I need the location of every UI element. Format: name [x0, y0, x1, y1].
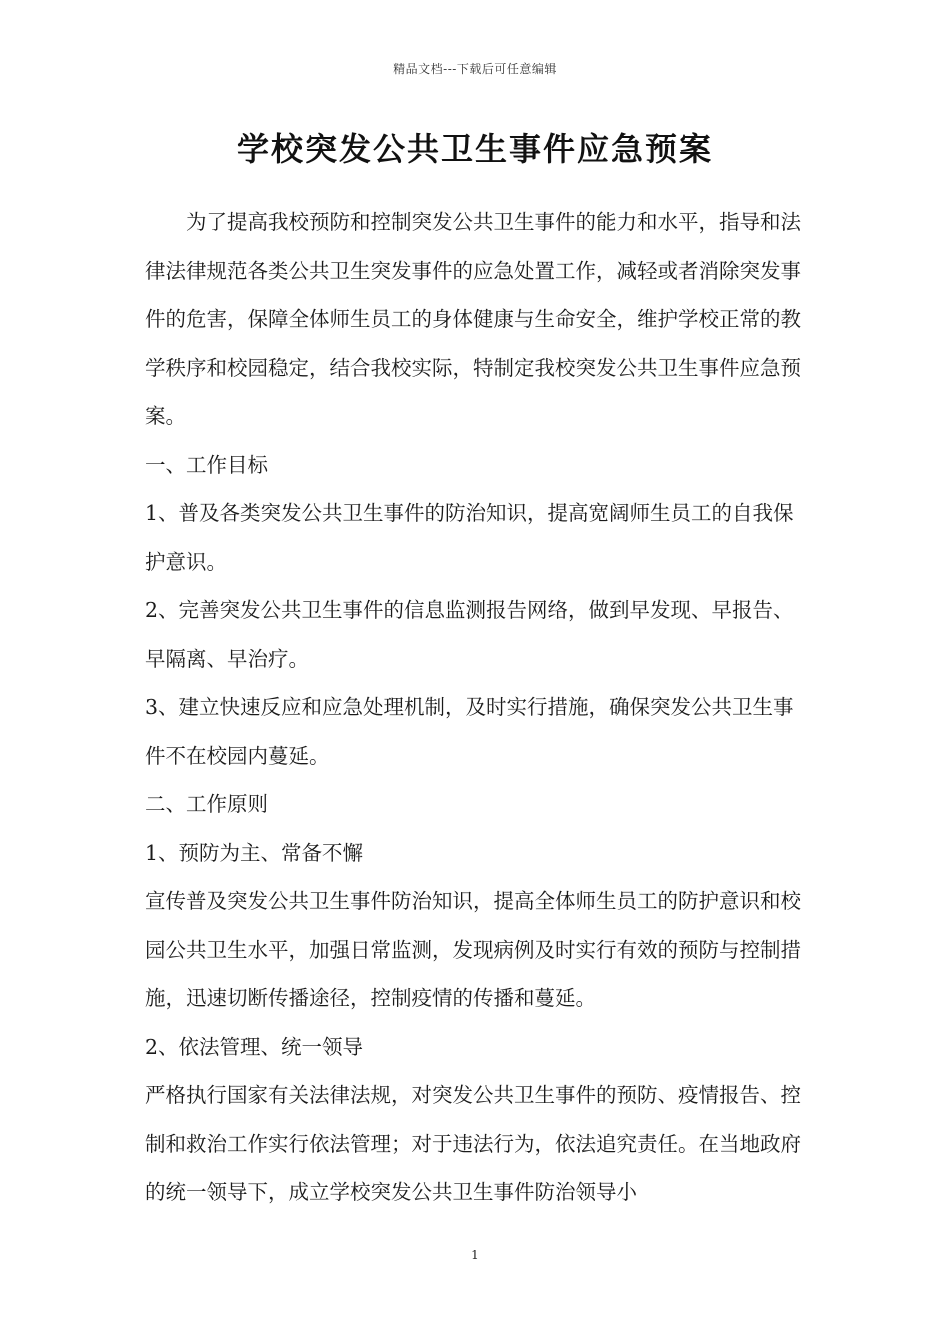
principle-heading-2: 2、依法管理、统一领导	[145, 1034, 364, 1059]
principle-heading-1: 1、预防为主、常备不懈	[145, 840, 364, 865]
header-note: 精品文档---下载后可任意编辑	[393, 62, 557, 76]
goal-item-2: 2、完善突发公共卫生事件的信息监测报告网络，做到早发现、早报告、早隔离、早治疗。	[145, 598, 794, 671]
document-body	[145, 198, 810, 1217]
page-number: 1	[471, 1248, 479, 1262]
principle-paragraph-1: 宣传普及突发公共卫生事件防治知识，提高全体师生员工的防护意识和校园公共卫生水平，加强日常监测，发现病例及时实行有效的预防与控制措施，迅速切断传播途径，控制疫情的传播和蔓延。	[145, 889, 801, 1010]
section-heading-principles: 二、工作原则	[145, 792, 268, 816]
principle-paragraph-2: 严格执行国家有关法律法规，对突发公共卫生事件的预防、疫情报告、控制和救治工作实行依法管理；对于违法行为，依法追究责任。在当地政府的统一领导下，成立学校突发公共卫生事件防治领导小	[145, 1083, 801, 1204]
goal-item-3: 3、建立快速反应和应急处理机制，及时实行措施，确保突发公共卫生事件不在校园内蔓延。	[145, 695, 794, 768]
section-heading-goals: 一、工作目标	[145, 452, 268, 477]
goal-item-1: 1、普及各类突发公共卫生事件的防治知识，提高宽阔师生员工的自我保护意识。	[145, 501, 794, 574]
document-title: 学校突发公共卫生事件应急预案	[236, 130, 713, 168]
intro-paragraph: 为了提高我校预防和控制突发公共卫生事件的能力和水平，指导和法律法律规范各类公共卫生突发事件的应急处置工作，减轻或者消除突发事件的危害，保障全体师生员工的身体健康与生命安全，维护学校正常的教学秩序和校园稳定，结合我校实际，特制定我校突发公共卫生事件应急预案。	[145, 210, 801, 428]
